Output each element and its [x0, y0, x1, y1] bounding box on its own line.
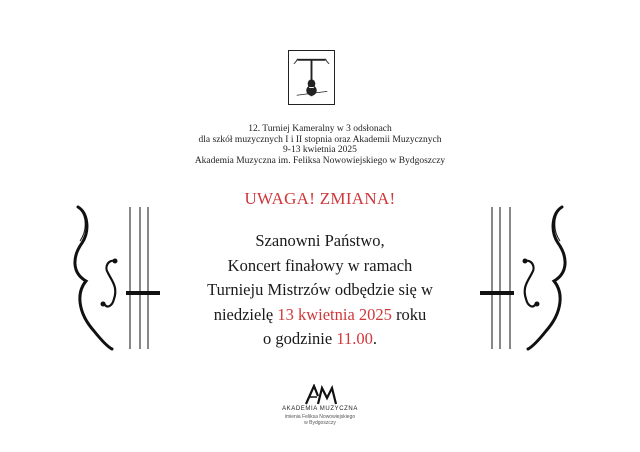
date-suffix: roku — [391, 304, 427, 324]
notice-line-3: Turnieju Mistrzów odbędzie się w — [207, 280, 433, 300]
violin-t-icon — [289, 51, 334, 104]
academy-subtitle-1: imienia Feliksa Nowowiejskiego — [284, 414, 356, 420]
greeting: Szanowni Państwo, — [255, 231, 385, 250]
header-line-1: 12. Turniej Kameralny w 3 odsłonach — [248, 124, 392, 134]
header-line-2: dla szkół muzycznych I i II stopnia oraz Akademii Muzycznych — [198, 134, 442, 145]
academy-logo — [304, 384, 338, 406]
date-prefix: niedzielę — [213, 304, 278, 324]
header-line-4: Akademia Muzyczna im. Feliksa Nowowiejskiego w Bydgoszczy — [194, 155, 446, 166]
tournament-logo — [288, 50, 335, 105]
violin-decoration-right — [478, 203, 572, 351]
warning-heading: UWAGA! ZMIANA! — [244, 189, 396, 208]
violin-outline-icon — [68, 203, 162, 351]
violin-outline-icon — [478, 203, 572, 351]
academy-name: AKADEMIA MUZYCZNA — [282, 406, 358, 412]
am-monogram-icon — [304, 384, 338, 406]
header-line-3: 9-13 kwietnia 2025 — [283, 145, 357, 156]
concert-time: 11.00 — [336, 329, 373, 349]
time-prefix: o godzinie — [263, 329, 337, 349]
event-header — [0, 124, 640, 166]
violin-decoration-left — [68, 203, 162, 351]
notice-line-2: Koncert finałowy w ramach — [227, 255, 413, 275]
academy-subtitle-2: w Bydgoszczy — [304, 420, 336, 426]
concert-date: 13 kwietnia 2025 — [277, 304, 392, 324]
time-suffix: . — [372, 329, 377, 349]
